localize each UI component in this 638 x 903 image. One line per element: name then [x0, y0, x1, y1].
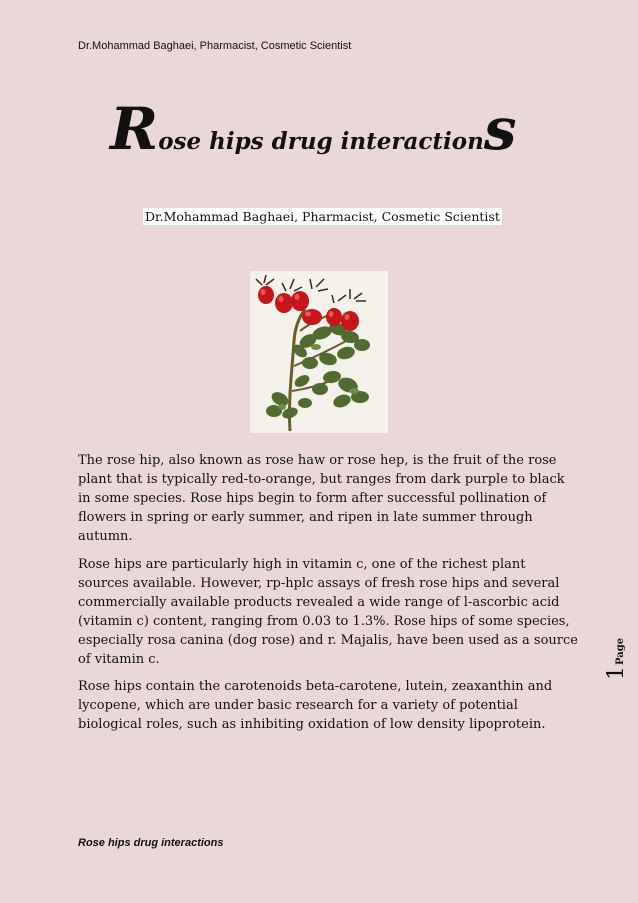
title-last-letter: s	[483, 95, 517, 163]
running-header: Dr.Mohammad Baghaei, Pharmacist, Cosmetic Scientist	[78, 40, 352, 52]
page-number: 1	[604, 666, 629, 680]
author-line: Dr.Mohammad Baghaei, Pharmacist, Cosmetic Scientist	[145, 209, 500, 224]
rose-hip-photo	[250, 271, 388, 433]
page-number-marker	[606, 638, 628, 680]
page-label: Page	[615, 637, 626, 665]
rose-hip-illustration	[250, 271, 388, 433]
title-first-letter: R	[110, 95, 159, 163]
document-title	[110, 95, 517, 163]
paragraph-intro: The rose hip, also known as rose haw or rose hep, is the fruit of the rose plant that is typically red-to-orange, but ranges from dark purple to black in some species. Rose hips begin to form after successful pollination of flowers in spring or early summer, and ripen in late summer through autumn.	[78, 453, 565, 544]
paragraph-vitamin-c: Rose hips are particularly high in vitamin c, one of the richest plant sources available. However, rp-hplc assays of fresh rose hips and several commercially available products revealed a wide range of l-ascorbic acid (vitamin c) content, ranging from 0.03 to 1.3%. Rose hips of some species, especially rosa canina (dog rose) and r. Majalis, have been used as a source of vitamin c.	[78, 557, 578, 667]
running-footer: Rose hips drug interactions	[78, 837, 224, 849]
title-middle: ose hips drug interaction	[158, 128, 484, 155]
paragraph-carotenoids: Rose hips contain the carotenoids beta-carotene, lutein, zeaxanthin and lycopene, which are under basic research for a variety of potential biological roles, such as inhibiting oxidation of low density lipoprotein.	[78, 679, 553, 732]
